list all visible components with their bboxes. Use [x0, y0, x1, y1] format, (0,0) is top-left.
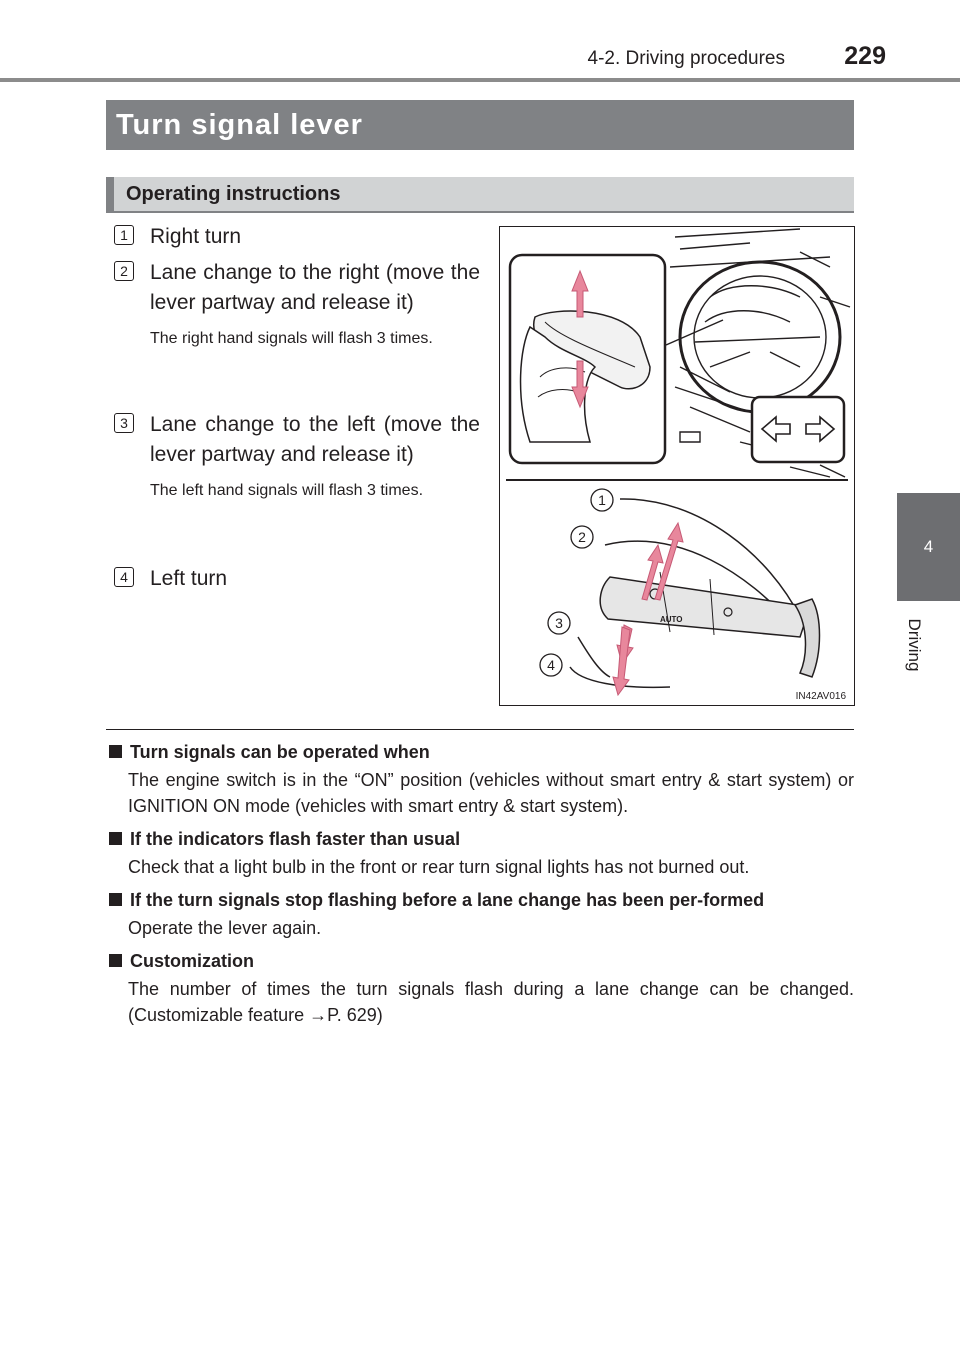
callout-4-label: 4 — [547, 657, 555, 673]
instruction-number-badge: 1 — [114, 225, 134, 245]
callout-1-label: 1 — [598, 492, 606, 508]
note-item — [106, 888, 854, 941]
note-heading: Turn signals can be operated when — [130, 742, 430, 762]
note-body: The engine switch is in the “ON” position (vehicles without smart entry & start system) or IGNITION ON mode (vehicles with smart entry & start system). — [128, 770, 854, 816]
chapter-label: Driving — [905, 618, 924, 672]
callout-4 — [540, 654, 562, 676]
callout-2-label: 2 — [578, 529, 586, 545]
instruction-number-badge: 4 — [114, 567, 134, 587]
bullet-square-icon — [109, 745, 122, 758]
header-rule — [0, 78, 960, 82]
figure-code: IN42AV016 — [795, 691, 846, 702]
section-title: Turn signal lever — [106, 100, 854, 150]
instruction-item-1 — [114, 222, 480, 252]
note-heading: Customization — [130, 951, 254, 971]
bullet-square-icon — [109, 832, 122, 845]
instruction-item-4 — [114, 564, 480, 594]
note-heading: If the indicators flash faster than usual — [130, 829, 461, 849]
subheading: Operating instructions — [106, 177, 854, 212]
instruction-text: Left turn — [150, 567, 228, 590]
instruction-text: Lane change to the right (move the lever partway and release it) — [150, 261, 480, 314]
note-body: Check that a light bulb in the front or rear turn signal lights has not burned out. — [128, 857, 750, 877]
instruction-text: Right turn — [150, 225, 242, 248]
arrow-left-turn — [613, 627, 630, 695]
note-item — [106, 827, 854, 880]
lever-body-sketch — [600, 572, 819, 677]
instruction-item-2 — [114, 258, 480, 350]
note-body: The number of times the turn signals flash during a lane change can be changed. (Customizable feature →P. 629) — [128, 979, 854, 1025]
bullet-square-icon — [109, 954, 122, 967]
callout-2 — [571, 526, 593, 548]
callout-3 — [548, 612, 570, 634]
instruction-item-3 — [114, 410, 480, 502]
note-item — [106, 949, 854, 1028]
notes-separator — [106, 729, 854, 730]
turn-signal-figure — [499, 226, 855, 706]
chapter-tab[interactable]: 4 — [897, 493, 960, 601]
auto-switch-label: AUTO — [660, 615, 683, 624]
callout-1 — [591, 489, 613, 511]
callout-3-label: 3 — [555, 615, 563, 631]
instruction-number-badge: 3 — [114, 413, 134, 433]
instruction-note: The right hand signals will flash 3 times. — [150, 330, 433, 347]
page-number: 229 — [844, 42, 886, 70]
note-body: Operate the lever again. — [128, 918, 322, 938]
instruction-number-badge: 2 — [114, 261, 134, 281]
turn-signal-illustration — [500, 227, 854, 705]
note-heading: If the turn signals stop flashing before a lane change has been per-formed — [130, 890, 765, 910]
notes-section — [106, 740, 854, 1036]
bullet-square-icon — [109, 893, 122, 906]
running-header-section: 4-2. Driving procedures — [587, 48, 785, 69]
instruction-text: Lane change to the left (move the lever partway and release it) — [150, 413, 480, 466]
note-item — [106, 740, 854, 819]
subheading-rule — [106, 211, 854, 213]
instruction-note: The left hand signals will flash 3 times. — [150, 482, 424, 499]
